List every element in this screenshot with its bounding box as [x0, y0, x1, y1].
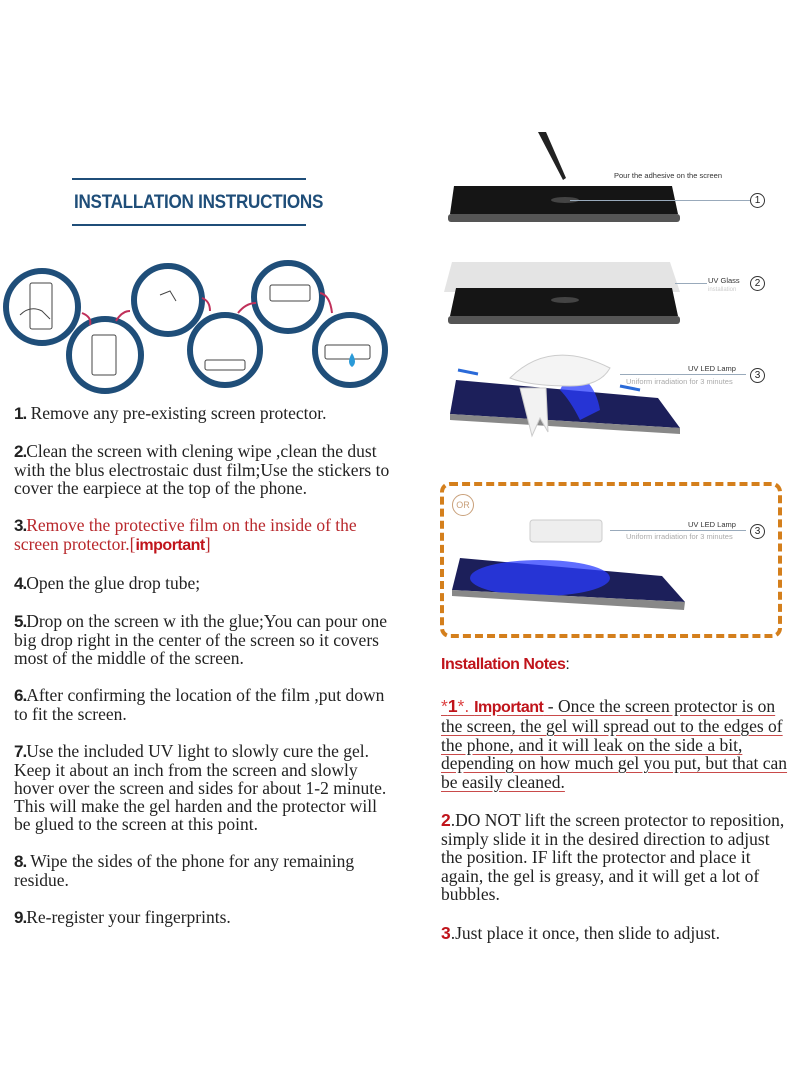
circle-clean-screen-icon	[69, 319, 141, 391]
title-block	[72, 178, 324, 226]
or-alternative-box	[440, 482, 782, 638]
important-tag: Important	[474, 698, 544, 716]
step-8: 8. Wipe the sides of the phone for any remaining residue.	[14, 851, 355, 890]
installation-steps	[14, 404, 394, 946]
note-2: 2.DO NOT lift the screen protector to reposition, simply slide it in the desired direction to adjust the position. IF lift the protector and place it again, the gel is greasy, and it will get a lot of bubbles.	[441, 810, 785, 904]
step-6: 6.After confirming the location of the film ,put down to fit the screen.	[14, 685, 385, 724]
step-1: 1. Remove any pre-existing screen protector.	[14, 403, 327, 423]
uv-lamp-arch-icon	[510, 355, 610, 386]
step-illustration-circles	[0, 255, 400, 405]
step-3: 3.Remove the protective film on the inside of the screen protector.[important]	[14, 515, 357, 554]
step3a-label: UV LED Lamp	[688, 364, 736, 373]
circle-remove-protector-icon	[6, 271, 78, 343]
step-2: 2.Clean the screen with clening wipe ,clean the dust with the blus electrostaic dust film;Use the stickers to cover the earpiece at the top of the phone.	[14, 441, 390, 498]
title-top-rule	[72, 178, 306, 180]
step3b-number: 3	[750, 524, 765, 539]
step1-label: Pour the adhesive on the screen	[614, 171, 722, 180]
step-4: 4.Open the glue drop tube;	[14, 573, 201, 593]
step2-number: 2	[750, 276, 765, 291]
arrow-right-icon	[620, 386, 640, 390]
circle-apply-glue-icon	[190, 315, 260, 385]
step-7: 7.Use the included UV light to slowly cure the gel. Keep it about an inch from the screen and slowly hover over the screen and sides for about 1-2 minute. This will make the gel harden and the protector will be glued to the screen at this point.	[14, 741, 387, 834]
uv-installation-diagram: Pour the adhesive on the screen 1 UV Glass installation 2 UV LED Lamp Uniform irradiation for 3 minutes 3 UV LED Lamp Uniform irradiation for 3 minutes 3	[430, 130, 800, 650]
step-9: 9.Re-register your fingerprints.	[14, 907, 231, 927]
circle-place-protector-icon	[254, 263, 322, 331]
note-3: 3.Just place it once, then slide to adjust.	[441, 922, 720, 943]
step2-label: UV Glass	[708, 276, 740, 285]
circle-remove-film-icon	[134, 266, 202, 334]
title-bottom-rule	[72, 224, 306, 226]
step-5: 5.Drop on the screen w ith the glue;You can pour one big drop right in the center of the screen so it covers most of the middle of the screen.	[14, 611, 387, 668]
uv-glass-icon	[444, 262, 680, 292]
page-title: INSTALLATION INSTRUCTIONS	[74, 192, 324, 213]
step1-number: 1	[750, 193, 765, 208]
step3b-label: UV LED Lamp	[688, 520, 736, 529]
glue-applicator-icon	[538, 132, 566, 180]
notes-title: Installation Notes:	[441, 656, 570, 673]
or-badge: OR	[452, 494, 474, 516]
important-tag: important	[135, 537, 205, 554]
installation-notes	[441, 656, 793, 962]
note-1: *1*. Important - Once the screen protector is on the screen, the gel will spread out to the edges of the phone, and it will leak on the side a bit, depending on how much gel you put, but that can be easily cleaned.	[441, 695, 788, 792]
step3a-number: 3	[750, 368, 765, 383]
arrow-left-icon	[458, 370, 478, 374]
